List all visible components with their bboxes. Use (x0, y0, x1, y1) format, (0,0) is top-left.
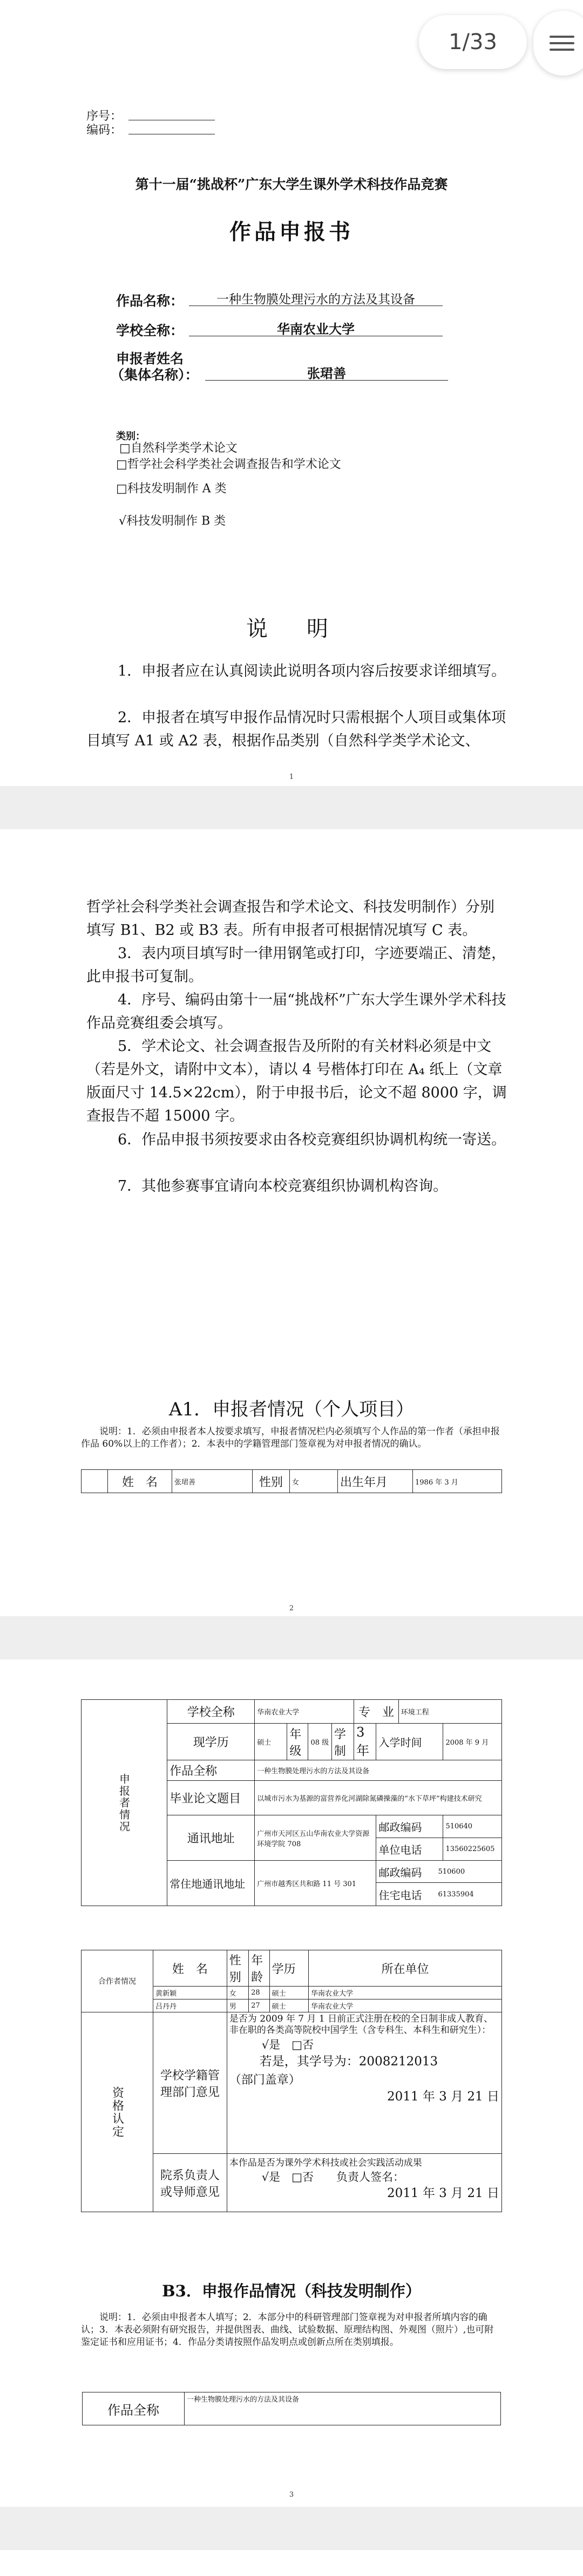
category-option-2: □哲学社会科学类社会调查报告和学术论文 (116, 458, 341, 471)
document-page-3 (0, 1659, 583, 2507)
dept-label: 学校学籍管理部门意见 (153, 2012, 227, 2154)
explain-para-5: 5．学术论文、社会调查报告及所附的有关材料必须是中文（若是外文，请附中文本），请以 4 号楷体打印在 A₄ 纸上（文章版面尺寸 14.5×22cm），附于申报书后，论文不超 8000 字，调查报告不超 15000 字。 (86, 1038, 507, 1124)
category-heading: 类别： (116, 431, 145, 442)
co-1-edu: 硕士 (269, 1987, 308, 1999)
work-value: 一种生物膜处理污水的方法及其设备 (255, 1760, 502, 1781)
thesis-label: 毕业论文题目 (167, 1781, 255, 1815)
category-option-4: √科技发明制作 B 类 (119, 514, 226, 528)
form-title: 作品申报书 (229, 219, 354, 245)
co-2-gender: 男 (227, 1999, 248, 2012)
home-tel-label: 住宅电话 (378, 1888, 422, 1902)
thesis-value: 以城市污水为基源的富营养化河湖除氮磷操藻的“水下草坪”构建技术研究 (255, 1781, 502, 1815)
dept-student-no: 若是，其学号为：2008212013 (259, 2055, 438, 2069)
page-number-1: 1 (289, 773, 294, 781)
dept-seal: （部门盖章） (229, 2073, 301, 2087)
document-page-2 (0, 829, 583, 1616)
work-label: 作品全称 (167, 1760, 255, 1781)
dept-line-1: 是否为 2009 年 7 月 1 日前正式注册在校的全日制非成人教育、非在职的各类高等院校中国学生（含专科生、本科生和研究生）： (229, 2014, 493, 2036)
competition-title: 第十一届“挑战杯”广东大学生课外学术科技作品竞赛 (135, 177, 448, 192)
tel-value: 13560225605 (443, 1838, 502, 1861)
co-header-name: 姓 名 (153, 1950, 227, 1987)
category-option-3: □科技发明制作 A 类 (116, 482, 227, 496)
work-name-field: 一种生物膜处理污水的方法及其设备 (189, 289, 443, 306)
a1-note: 说明：1．必须由申报者本人按要求填写，申报者情况栏内必须填写个人作品的第一作者（承担申报作品 60%以上的工作者）；2．本表中的学籍管理部门签章视为对申报者情况的确认。 (81, 1426, 500, 1449)
major-value: 环境工程 (398, 1700, 501, 1724)
work-name-label: 作品名称： (116, 293, 184, 309)
co-1-name: 黄新颖 (153, 1987, 227, 1999)
applicant-label-1: 申报者姓名 (116, 351, 184, 367)
co-2-age: 27 (249, 1999, 270, 2012)
co-header-unit: 所在单位 (308, 1950, 501, 1987)
a1-title: A1．申报者情况（个人项目） (168, 1399, 415, 1420)
explain-title: 说 明 (246, 616, 337, 641)
grade-label: 年级 (287, 1724, 308, 1760)
home-zip-label: 邮政编码 (378, 1866, 422, 1879)
advisor-date: 2011 年 3 月 21 日 (387, 2186, 499, 2200)
b3-table (82, 2392, 501, 2425)
explain-para-4: 4．序号、编码由第十一届“挑战杯”广东大学生课外学术科技作品竞赛组委会填写。 (86, 992, 506, 1032)
document-page-4 (0, 2550, 583, 2576)
b3-work-value: 一种生物膜处理污水的方法及其设备 (185, 2392, 501, 2425)
birth-label: 出生年月 (338, 1470, 413, 1493)
document-page-1 (0, 0, 583, 786)
birth-value: 1986 年 3 月 (413, 1470, 502, 1493)
applicant-label-2: （集体名称）： (111, 367, 199, 383)
co-header-edu: 学历 (269, 1950, 308, 1987)
b3-note: 说明：1．必须由申报者本人填写；2．本部分中的科研管理部门签章视为对申报者所填内容的确认；3．本表必须附有研究报告，并提供图表、曲线、试验数据、原理结构图、外观图（照片）,也可附鉴定证书和应用证书；4．作品分类请按照作品发明点或创新点所在类别填报。 (81, 2312, 494, 2348)
a1-table-row (81, 1469, 502, 1493)
school-value: 华南农业大学 (255, 1700, 354, 1724)
advisor-check: √是 □否 负责人签名： (261, 2171, 405, 2184)
years-label: 学制 (331, 1724, 354, 1760)
co-2-name: 吕丹丹 (153, 1999, 227, 2012)
addr-value: 广州市天河区五山华南农业大学资源环境学院 708 (255, 1815, 376, 1861)
collaborator-table (81, 1950, 502, 2212)
edu-label: 现学历 (167, 1724, 255, 1760)
b3-title: B3．申报作品情况（科技发明制作） (162, 2282, 421, 2300)
co-1-gender: 女 (227, 1987, 248, 1999)
gender-value: 女 (290, 1470, 338, 1493)
zip-value: 510640 (443, 1815, 502, 1838)
home-zip-value: 510600 (438, 1867, 465, 1876)
dept-check: √是 □否 (261, 2038, 314, 2051)
school-label: 学校全称 (167, 1700, 255, 1724)
enroll-value: 2008 年 9 月 (443, 1724, 502, 1760)
addr-label: 通讯地址 (167, 1815, 255, 1861)
qual-side-label: 资格认定 (82, 2012, 153, 2212)
school-label: 学校全称： (116, 323, 184, 338)
co-side-label: 合作者情况 (82, 1950, 153, 2012)
name-value: 张珺善 (172, 1470, 253, 1493)
co-header-age: 年龄 (249, 1950, 270, 1987)
major-label: 专 业 (354, 1700, 399, 1724)
page-indicator[interactable]: 1/33 (419, 15, 527, 69)
applicant-field: 张珺善 (205, 363, 448, 381)
years-value: 3 年 (354, 1724, 376, 1760)
category-option-1: □自然科学类学术论文 (119, 442, 238, 455)
co-2-unit: 华南农业大学 (308, 1999, 501, 2012)
menu-icon[interactable] (533, 11, 583, 76)
school-field: 华南农业大学 (189, 318, 443, 336)
co-1-age: 28 (249, 1987, 270, 1999)
gender-label: 性别 (253, 1470, 290, 1493)
b3-work-label: 作品全称 (83, 2392, 185, 2425)
advisor-line-1: 本作品是否为课外学术科技或社会实践活动成果 (229, 2158, 422, 2168)
code-label: 编码： (86, 124, 123, 137)
co-header-gender: 性别 (227, 1950, 248, 1987)
page-number-2: 2 (289, 1604, 294, 1612)
home-tel-value: 61335904 (438, 1890, 474, 1899)
page-number-3: 3 (289, 2491, 294, 2499)
explain-para-2-cont: 哲学社会科学类社会调查报告和学术论文、科技发明制作）分别填写 B1、B2 或 B3 表。所有申报者可根据情况填写 C 表。 (86, 899, 494, 939)
enroll-label: 入学时间 (376, 1724, 443, 1760)
home-value: 广州市越秀区共和路 11 号 301 (255, 1861, 376, 1906)
applicant-info-table (81, 1699, 502, 1906)
grade-value: 08 级 (308, 1724, 331, 1760)
advisor-label: 院系负责人或导师意见 (153, 2154, 227, 2212)
co-1-unit: 华南农业大学 (308, 1987, 501, 1999)
zip-label: 邮政编码 (376, 1815, 443, 1838)
explain-para-2: 2．申报者在填写申报作品情况时只需根据个人项目或集体项目填写 A1 或 A2 表，根据作品类别（自然科学类学术论文、 (86, 709, 506, 749)
explain-para-7: 7．其他参赛事宜请向本校竞赛组织协调机构咨询。 (118, 1178, 448, 1195)
tel-label: 单位电话 (376, 1838, 443, 1861)
explain-para-6: 6．作品申报书须按要求由各校竞赛组织协调机构统一寄送。 (118, 1131, 506, 1148)
co-2-edu: 硕士 (269, 1999, 308, 2012)
serial-label: 序号： (86, 110, 123, 123)
edu-value: 硕士 (255, 1724, 287, 1760)
applicant-side-label: 申报者情况 (82, 1700, 167, 1906)
name-label: 姓 名 (108, 1470, 172, 1493)
home-label: 常住地通讯地址 (167, 1861, 255, 1906)
explain-para-1: 1．申报者应在认真阅读此说明各项内容后按要求详细填写。 (118, 663, 506, 680)
dept-date: 2011 年 3 月 21 日 (387, 2090, 499, 2104)
explain-para-3: 3．表内项目填写时一律用钢笔或打印，字迹要端正、清楚，此申报书可复制。 (86, 945, 506, 985)
